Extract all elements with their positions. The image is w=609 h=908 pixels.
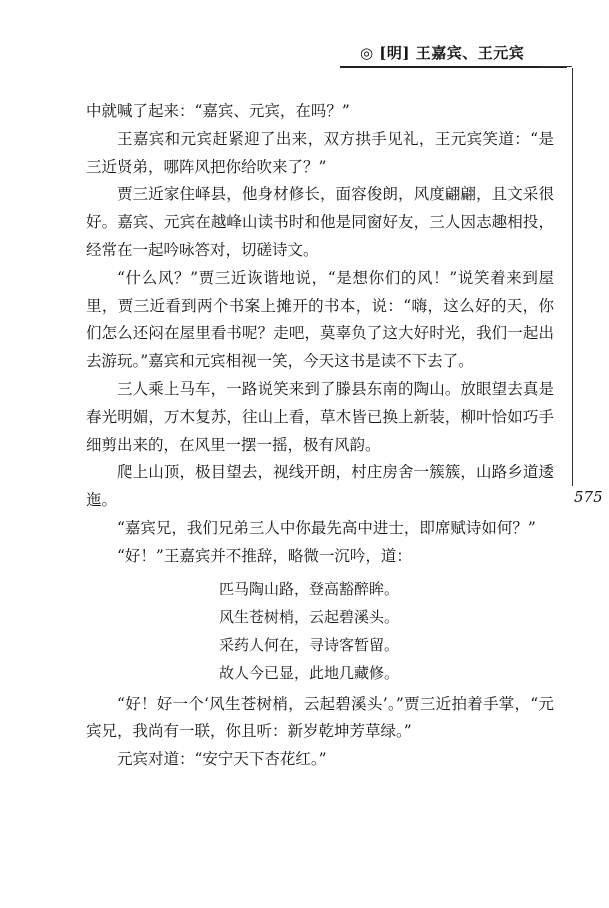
paragraph-1: 中就喊了起来：“嘉宾、元宾，在吗？”	[86, 102, 350, 120]
paragraph-5: 三人乘上马车，一路说笑来到了滕县东南的陶山。放眼望去真是春光明媚，万木复苏，往山上看，草木皆已换上新装，柳叶恰如巧手细剪出来的，在风里一摆一摇，极有风韵。	[86, 379, 554, 454]
paragraph-4: “什么风？”贾三近诙谐地说，“是想你们的风！”说笑着来到屋里，贾三近看到两个书案上摊开的书本，说：“嗨，这么好的天，你们怎么还闷在屋里看书呢？走吧，莫辜负了这大好时光，我们一起出去游玩。”嘉宾和元宾相视一笑，今天这书是读不下去了。	[86, 268, 554, 371]
corner-tick	[540, 66, 572, 67]
paragraph-7: “嘉宾兄，我们兄弟三人中你最先高中进士，即席赋诗如何？”	[117, 518, 536, 537]
paragraph-9: “好！好一个‘风生苍树梢，云起碧溪头’。”贾三近拍着手掌，“元宾兄，我尚有一联，你且听：新岁乾坤芳草绿。”	[86, 694, 554, 741]
poem-line-2: 风生苍树梢，云起碧溪头。	[219, 607, 400, 626]
poem	[86, 575, 554, 687]
paragraph-3: 贾三近家住峄县，他身材修长，面容俊朗，风度翩翩，且文采很好。嘉宾、元宾在越峰山读书时和他是同窗好友，三人因志趣相投，经常在一起吟咏答对，切磋诗文。	[86, 185, 554, 259]
poem-line-3: 采药人何在，寻诗客暂留。	[219, 635, 400, 654]
running-header: ◎ [明] 王嘉宾、王元宾	[360, 43, 525, 62]
side-rule	[572, 68, 573, 486]
poem-line-4: 故人今已显，此地几藏修。	[219, 663, 400, 682]
page-number: 575	[574, 488, 603, 506]
paragraph-8: “好！”王嘉宾并不推辞，略微一沉吟，道：	[117, 546, 412, 565]
paragraph-10: 元宾对道：“安宁天下杏花红。”	[117, 750, 327, 769]
paragraph-2: 王嘉宾和元宾赶紧迎了出来，双方拱手见礼，王元宾笑道：“是三近贤弟，哪阵风把你给吹来了？”	[86, 129, 554, 176]
paragraph-6: 爬上山顶，极目望去，视线开朗，村庄房舍一簇簇，山路乡道逶迤。	[86, 463, 554, 510]
poem-line-1: 匹马陶山路，登高豁醉眸。	[219, 579, 400, 598]
header-rule	[340, 66, 567, 68]
body-text	[86, 98, 554, 774]
